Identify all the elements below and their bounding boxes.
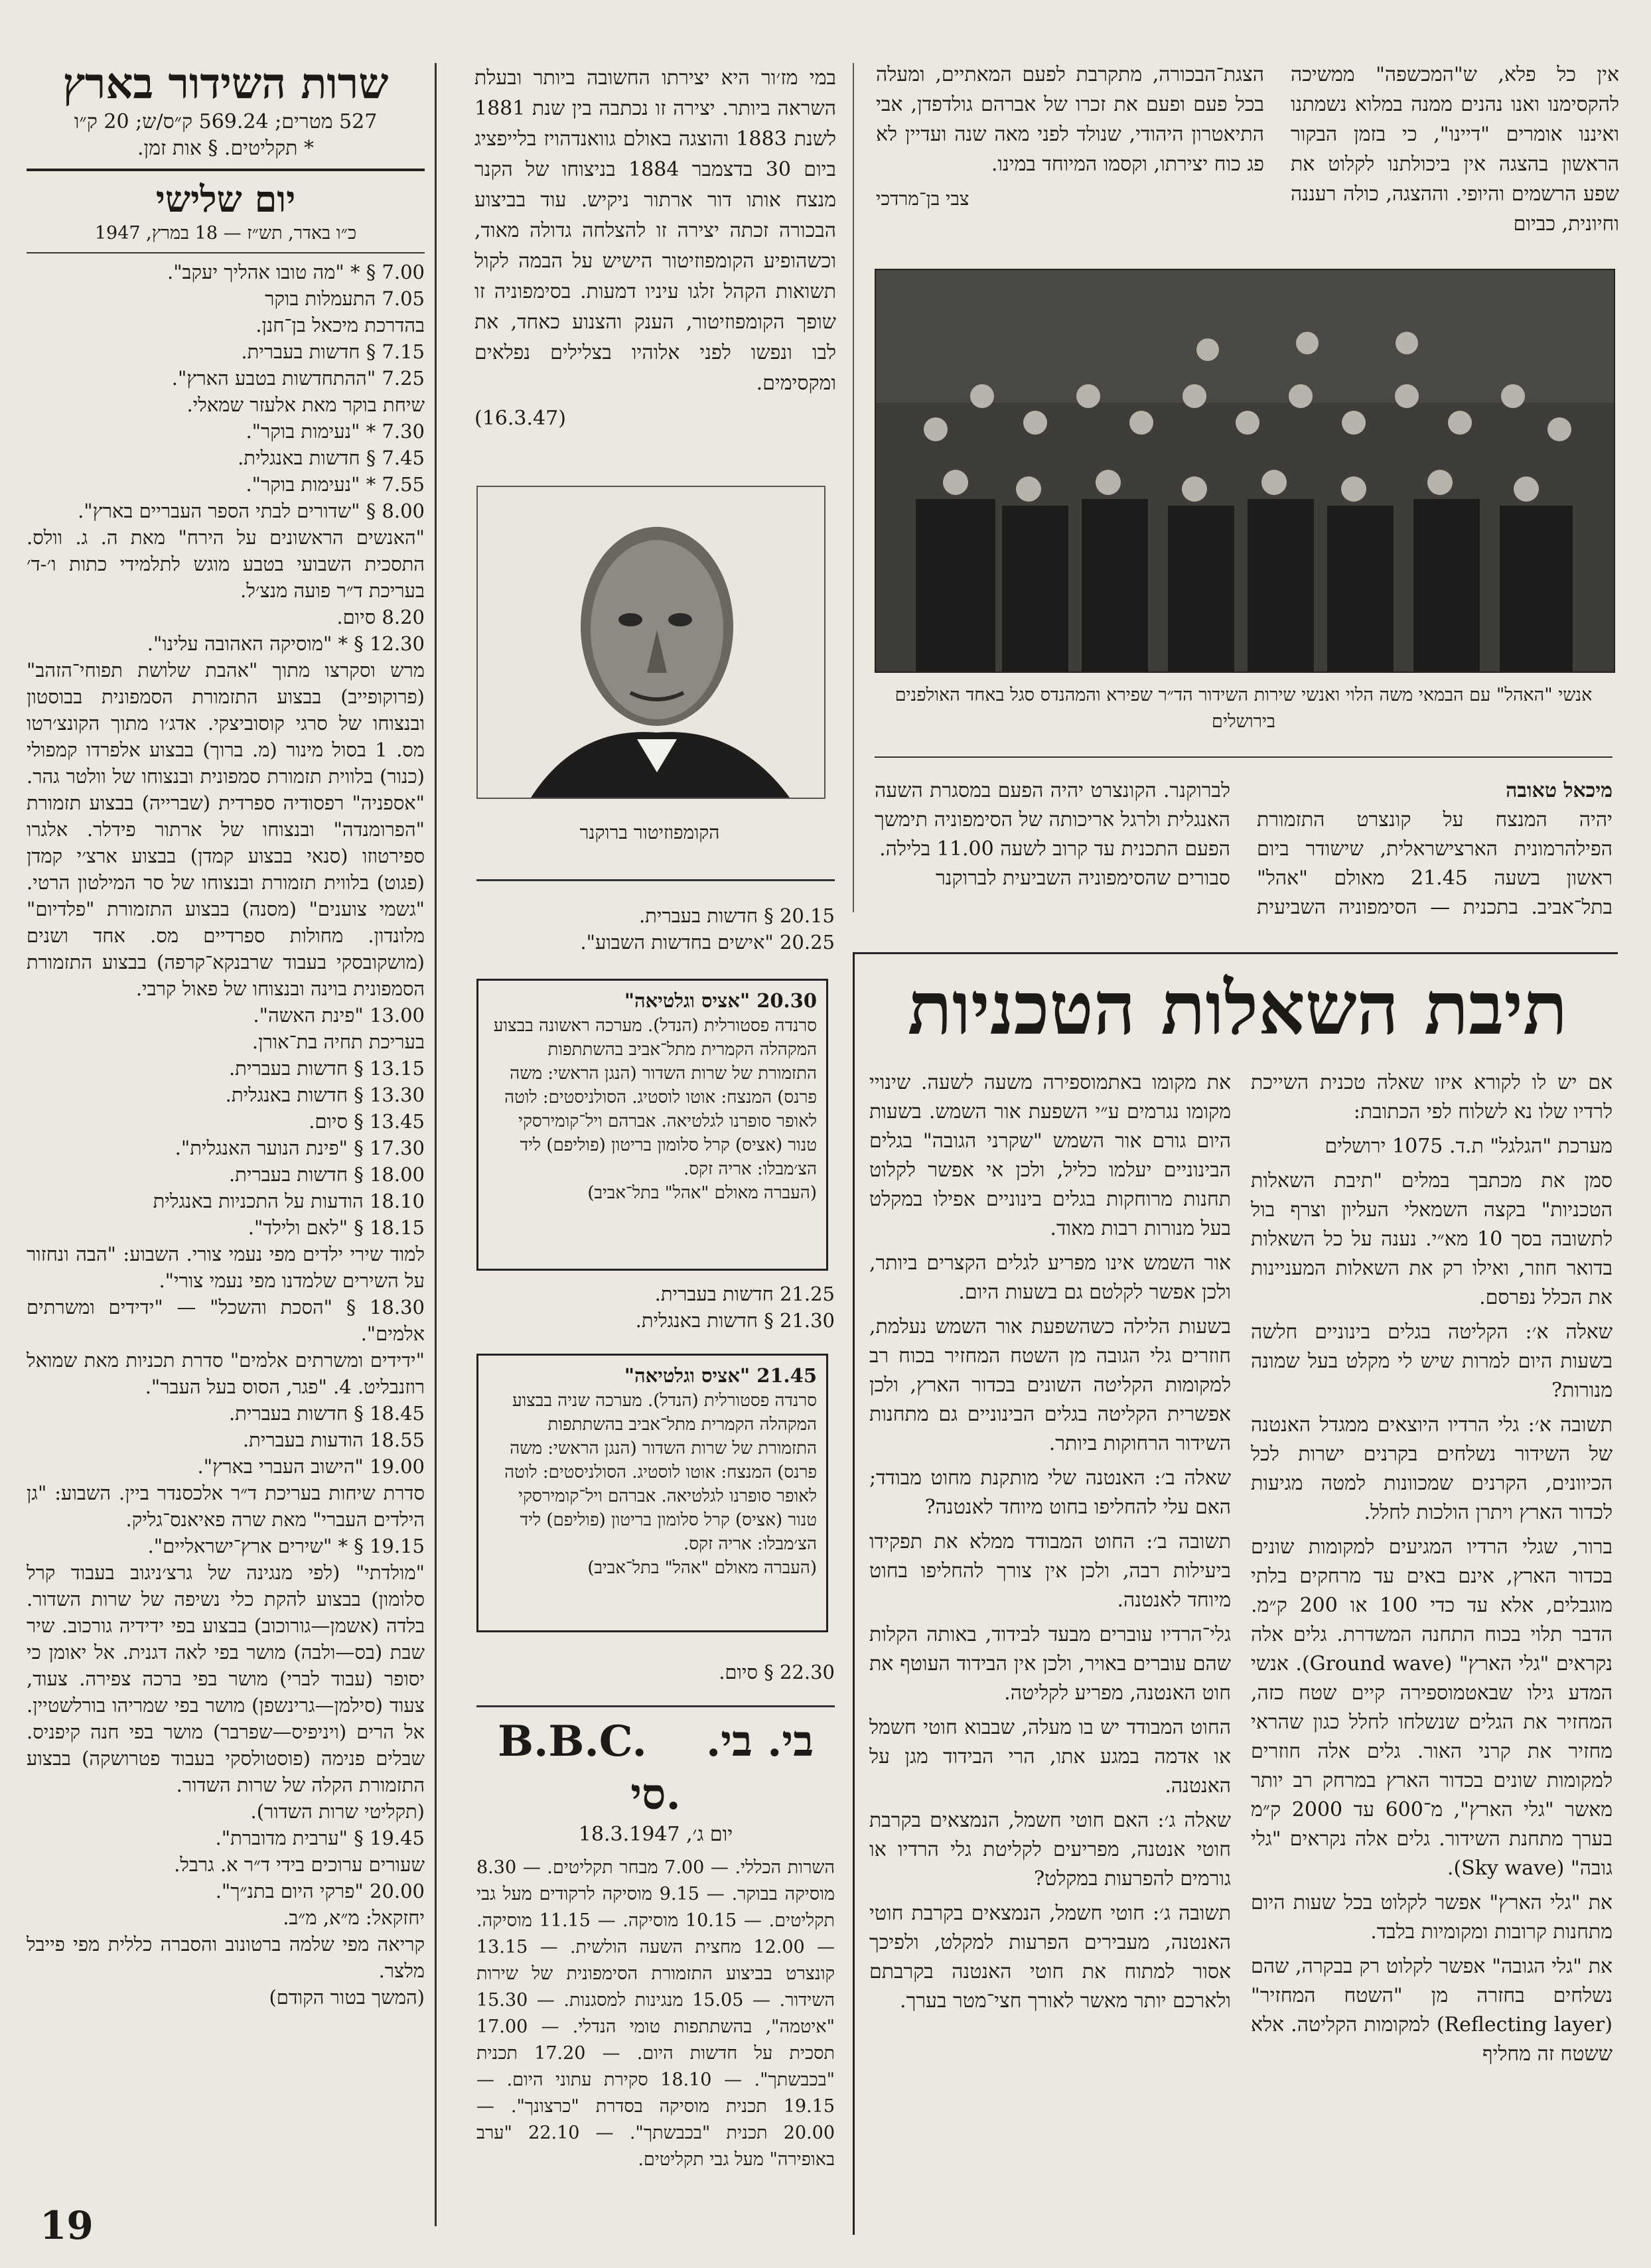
text-line: תשובה א׳: גלי הרדיו היוצאים ממגדל האנטנה של השידור נשלחים בקרנים ישרות לכל הכיוונים, הקרנים שמכוונות למטה מגיעות לכדור הארץ ויתרן הולכות לחלל. (1251, 1413, 1613, 1524)
portrait-illustration (478, 487, 824, 798)
bbc-header (476, 1715, 835, 1821)
text-line: 18.55 הודעות בעברית. (242, 1429, 425, 1451)
schedule-item: 21.30 § חדשות באנגלית. (635, 1309, 835, 1332)
text-line: 20.00 "פרקי היום בתנ״ך". (215, 1880, 425, 1902)
text-line: תשובה ב׳: החוט המבודד ממלא את תפקידו ביעילות רבה, ולכן אין צורך להחליפו בחוט מיוחד לאנטנה. (869, 1530, 1231, 1612)
text-line: 18.15 § "לאם ולילד". (248, 1216, 425, 1239)
column-divider (435, 63, 437, 2226)
text-line: 12.30 § * "מוסיקה האהובה עלינו". (147, 632, 425, 655)
text-line: 13.45 § סיום. (309, 1110, 425, 1133)
schedule-item: 21.25 חדשות בעברית. (654, 1283, 835, 1305)
article-right-text (1291, 60, 1619, 244)
article-signature: צבי בן־מרדכי (876, 188, 969, 210)
text-line: 19.00 "הישוב העברי בארץ". (197, 1455, 425, 1478)
text-line: 7.25 "ההתחדשות בטבע הארץ". (171, 367, 425, 390)
concert-announcement (875, 776, 1613, 936)
text-line: ברור, שגלי הרדיו המגיעים למקומות שונים בכדור הארץ, אינם באים עד מרחקים בלתי מוגבלים, אלא עד כדי 100 או 200 ק״מ. הדבר תלוי בכוח התחנה המשדרת. גלים אלה נקראים "גלי הארץ" (Ground wave). אנשי המדע גילו שבאטמוספירה קיים שטח כזה, המחזיר את הגלים שנשלחו לחלל כגון שהראי מחזיר את קרני האור. גלים אלה חוזרים למקומות שונים בכדור הארץ במרחק רב יותר מאשר "גלי הארץ", מ־600 עד 2000 ק״מ בערך מתחנת השידור. גלים אלה נקראים "גלי גובה" (Sky wave). (1251, 1535, 1613, 1880)
evening-list-2 (476, 1281, 835, 1334)
evening-list-3 (476, 1659, 835, 1685)
text-line: שעורים ערוכים בידי ד״ר א. גרבל. (174, 1853, 425, 1876)
text-line: יחזקאל: מ״א, מ״ב. (283, 1906, 425, 1929)
text-line: 7.55 * "נעימות בוקר". (246, 473, 425, 496)
concert-text: סבורים שהסימפוניה השביעית לברוקנר (935, 867, 1230, 890)
box-text: סרנדה פסטורלית (הנדל). מערכה ראשונה בבצוע המקהלה הקמרית מתל־אביב בהשתתפות התזמורת של שרות השדור (הנגן הראשי: משה פרנס) המנצח: אוטו לוסטיג. הסולניסטים: לוטה לאופר סופרנו לגלטיאה. אברהם ויל־קומירסקי טנור (אציס) קרל סלומון בריטון (פוליפם) ליד הצ׳מבלו: אריה זקס. (493, 1016, 817, 1179)
divider (476, 879, 835, 881)
text-line: גלי־הרדיו עוברים מבעד לבידוד, באותה הקלות שהם עוברים באויר, ולכן אין הבידוד העוטף את חוט האנטנה, מפריע לקליטה. (869, 1623, 1231, 1705)
bbc-text: השרות הכללי. — 7.00 מבחר תקליטים. — 8.30 מוסיקה בבוקר. — 9.15 מוסיקה לרקודים מעל גבי תקליטים. — 10.15 מוסיקה. — 11.15 מוסיקה. — 12.00 מחצית השעה הולשית. — 13.15 קונצרט בביצוע התזמורת הסימפונית של שירות השידור. — 15.05 מנגינות למסגנות. — 15.30 "איטמה", בהשתתפות טומי הנדלי. — 17.00 תסכית על חדשות היום. — 17.20 תכנית "בכבשתך". — 18.10 סקירת עתוני היום. — 19.15 תכנית מוסיקה בסדרת "כרצונך". — 20.00 תכנית "בכבשתך". — 22.10 "ערב באופירה" מעל גבי תקליטים. (476, 1857, 835, 2170)
text-line: בשעות הלילה כשהשפעת אור השמש נעלמת, חוזרים גלי הגובה מן השטח המחזיר בכוח רב למקומות הקליטה השונים בכדור הארץ, ולכן אפשרית הקליטה בגלים הבינוניים גם מתחנות השידור הרחוקות ביותר. (869, 1315, 1231, 1455)
text-line: קריאה מפי שלמה ברטונוב והסברה כללית מפי פייבל מלצר. (27, 1933, 425, 1982)
bbc-hebrew: בי. בי. סי. (630, 1717, 814, 1819)
schedule-legend: * תקליטים. § אות זמן. (137, 137, 314, 160)
text-line: 8.20 סיום. (336, 606, 425, 628)
page-number: 19 (40, 2203, 94, 2248)
text-line: (תקליטי שרות השדור). (250, 1800, 425, 1823)
text-line: "ידידים ומשרתים אלמים" סדרת תכניות מאת שמואל רוזנבליט. 4. "פגר, הסוס בעל העבר". (27, 1349, 425, 1398)
evening-list-1 (476, 902, 835, 956)
concert-text: יהיה המנצח על קונצרט התזמורת הפילהרמונית הארצישראלית, שישודר ביום ראשון בשעה 21.45 מאולם "אהל" בתל־אביב. בתכנית — הסימפוניה השביעית לברוקנר. הקונצרט יהיה הפעם במסגרת השעה האנגלית ולרגל אריכותה של הסימפוניה תימשך הפעם התכנית עד קרוב לשעה 11.00 בלילה. (875, 779, 1613, 919)
text-line: 13.00 "פינת האשה". (253, 1004, 425, 1027)
text-line: 19.45 § "ערבית מדוברת". (215, 1827, 425, 1849)
bruckner-text: במי מז׳ור היא יצירתו החשובה ביותר ובעלת השראה ביותר. יצירה זו נכתבה בין שנת 1881 לשנת 1883 והוצגה באולם גוואנדהויז בלייפציג ביום 30 בדצמבר 1884 בניצוחו של הקנר מנצח אותו דור ארתור ניקיש. עוד בביצוע הבכורה זכתה יצירה זו להצלחה גדולה מאוד, וכשהופיע הקומפוזיטור הישיש על הבמה לקול תשואות הקהל זלגו עיניו דמעות. בסימפוניה זו שופך הקומפוזיטור, הענק והצנוע כאחד, את לבו ונפשו לפני אלוהיו בצלילים נפלאים ומקסימים. (474, 66, 836, 395)
text-line: "האנשים הראשונים על הירח" מאת ה. ג. וולס. התסכית השבועי בטבע מוגש לתלמידי כתות ו׳-ד׳ בעריכת ד״ר פועה מנצ׳ל. (27, 526, 425, 602)
box-text: סרנדה פסטורלית (הנדל). מערכה שניה בבצוע המקהלה הקמרית מתל־אביב בהשתתפות התזמורת של שרות השדור (הנגן הראשי: משה פרנס) המנצח: אוטו לוסטיג. הסולניסטים: לוטה לאופר סופרנו לגלטיאה. אברהם ויל־קומירסקי טנור (אציס) קרל סלומון בריטון (פוליפם) ליד הצ׳מבלו: אריה זקס. (504, 1391, 817, 1554)
text-line: 7.30 * "נעימות בוקר". (246, 420, 425, 443)
text-line: מרש וסקרצו מתוך "אהבת שלושת תפוחי־הזהב" (פרוקופייב) בבצוע התזמורת הסמפונית בבוסטון ובנצוחו של סרגי קוסוביצקי. אדג׳ו מתוך הקונצ׳רטו מס. 1 בסול מינור (מ. ברוך) בבצוע אלפרדו קמפולי (כנור) בלווית תזמורת סמפונית ובנצוחו של וולטר גהר. "אספניה" רפסודיה ספרדית (שברייה) בבצוע תזמורת "הפרומנדה" ובנצוחו של ארתור פידלר. אלגרו ספירטוזו (סנאי בבצוע קמדן) בבצוע ארצ׳י קמדן (פגוט) בלווית תזמורת ובנצוחו של סר המילטון הרטי. "גשמי צוענים" (מסנה) בבצוע התזמורת "פלדיום" מלונדון. מחולות ספרדיים מס. אחד ושנים (מושקובסקי בעבוד שרבנקא־קרפה) בבצוע התזמורת הסמפונית בוינה ובנצוחו של פאול קרבי. (27, 659, 425, 1000)
day-date: כ״ו באדר, תש״ז — 18 במרץ, 1947 (94, 223, 357, 244)
portrait-caption: הקומפוזיטור ברוקנר (579, 821, 720, 843)
box-note: (העברה מאולם "אהל" בתל־אביב) (587, 1558, 817, 1578)
article-paragraph: הצגת־הבכורה, מתקרבת לפעם המאתיים, ומעלה בכל פעם ופעם את זכרו של אברהם גולדפדן, אבי התיאטרון היהודי, שנולד לפני מאה שנה ועדיין לא פג כוח יצירתו, וקסמו המיוחד במינו. (876, 63, 1264, 176)
text-line: (המשך בטור הקודם) (269, 1986, 425, 2009)
divider (875, 756, 1613, 758)
text-line: שאלה ג׳: האם חוטי חשמל, הנמצאים בקרבת חוטי אנטנה, מפריעים לקליטת גלי הרדיו או גורמים להפרעות במקלט? (869, 1809, 1231, 1890)
text-line: אם יש לו לקורא איזו שאלה טכנית השייכת לרדיו שלו נא לשלוח לפי הכתובת: (1251, 1071, 1613, 1123)
text-line: 7.05 התעמלות בוקר (265, 287, 425, 310)
text-line: 18.10 הודעות על התכניות באנגלית (153, 1190, 425, 1212)
qa-left-column (869, 1068, 1231, 2230)
schedule-title: שרות השידור בארץ (62, 60, 389, 109)
text-line: שיחת בוקר מאת אלעזר שמאלי. (186, 393, 425, 416)
text-line: סדרת שיחות בעריכת ד״ר אלכסנדר ביין. השבוע: "גן הילדים העברי" מאת שרה פאיאנס־גליק. (27, 1482, 425, 1531)
concert-heading: מיכאל טאובה (1506, 779, 1613, 802)
text-line: סמן את מכתבך במלים "תיבת השאלות הטכניות" בקצה השמאלי העליון וצרף בול לתשובה בסך 10 מא״י. נענה על כל השאלות בדואר חוזר, ואילו רק את השאלות המעניינות את הכלל נפרסם. (1251, 1169, 1613, 1309)
schedule-list (27, 259, 425, 2011)
box-title: 21.45 "אציס וגלטיאה" (624, 1364, 817, 1387)
text-line: 13.15 § חדשות בעברית. (228, 1057, 425, 1080)
divider (476, 1705, 835, 1707)
text-line: 18.45 § חדשות בעברית. (228, 1402, 425, 1425)
text-line: מערכת "הגלגל" ת.ד. 1075 ירושלים (1325, 1135, 1613, 1158)
schedule-item: 20.15 § חדשות בעברית. (638, 904, 835, 927)
text-line: 18.30 § "הסכת והשכל" — "ידידים ומשרתים אלמים". (27, 1296, 425, 1345)
qa-right-column (1251, 1068, 1613, 2230)
qa-title: תיבת השאלות הטכניות (907, 965, 1568, 1051)
text-line: שאלה ב׳: האנטנה שלי מותקנת מחוט מבודד; האם עלי להחליפו בחוט מיוחד לאנטנה? (869, 1466, 1231, 1519)
text-line: תשובה ג׳: חוטי חשמל, הנמצאים בקרבת חוטי האנטנה, מעבירים הפרעות למקלט, ולפיכך אסור למתוח את חוטי האנטנה בקרבתם ולארכם יותר מאשר לאורך חצי־מטר בערך. (869, 1902, 1231, 2013)
group-photo-caption: אנשי "האהל" עם הבמאי משה הלוי ואנשי שירות השידור הד״ר שפירא והמהנדס סגל באחד האולפנים בירושלים (895, 685, 1593, 732)
schedule-subtitle: 527 מטרים; 569.24 ק״ס/ש; 20 ק״ו (74, 110, 378, 133)
text-line: 13.30 § חדשות באנגלית. (225, 1084, 425, 1106)
box-title: 20.30 "אציס וגלטיאה" (624, 989, 817, 1012)
concert-box-1 (476, 979, 828, 1271)
box-note: (העברה מאולם "אהל" בתל־אביב) (587, 1183, 817, 1203)
schedule-item: 20.25 "אישים בחדשות השבוע". (580, 931, 835, 954)
text-line: "מולדתי" (לפי מנגינה של גרצ׳ניגוב בעבוד קרל סלומון) בבצוע להקת כלי נשיפה של שרות השדור. בלדה (אשמן—גורוכוב) בבצוע בפי ידידיה גורכוב. שיר שבת (בס—ולבה) מושר בפי לאה דגנית. אל יאומן כי יסופר (עבוד לברי) מושר בפי ברכה צפירה. צעוד, צעוד (סילמן—גרינשפן) מושר בפי שמריהו בורלשטיין. אל הרים (ויניפיס—שפרבר) מושר בפי חנה קיפניס. שבלים פנימה (פוסטולסקי בעבוד פטרושקה) בבצוע התזמורת הקלה של שרות השדור. (27, 1561, 425, 1796)
text-line: 7.00 § * "מה טובו אהליך יעקב". (167, 261, 425, 283)
bbc-section (476, 1715, 835, 2178)
article-paragraph: אין כל פלא, ש"המכשפה" ממשיכה להקסימנו ואנו נהנים ממנה במלוא נשמתנו ואיננו אומרים "דיינו", כי בזמן הבקור הראשון בהצגה אין ביכולתנו לקלוט את שפע הרשמים והיופי. וההצגה, כולה רעננה וחיונית, כביום (1291, 63, 1619, 236)
bbc-latin: B.B.C. (497, 1717, 647, 1766)
text-line: את "גלי הארץ" אפשר לקלוט בכל שעות היום מתחנות קרובות ומקומיות בלבד. (1251, 1891, 1613, 1944)
text-line: את מקומו באתמוספירה משעה לשעה. שינויי מקומו נגרמים ע״י השפעת אור השמש. בשעות היום גורם אור השמש "שקרני הגובה" בגלים הבינוניים יעלמו כליל, ולכן אי אפשר לקלוט תחנות מרוחקות בגלים בינוניים אפילו במקלט בעל מנורות רבות מאוד. (869, 1071, 1231, 1240)
text-line: 7.15 § חדשות בעברית. (241, 340, 425, 363)
day-title: יום שלישי (155, 178, 296, 220)
text-line: למוד שירי ילדים מפי נעמי צורי. השבוע: "הבה ונחזור על השירים שלמדנו מפי נעמי צורי". (27, 1243, 425, 1292)
text-line: בהדרכת מיכאל בן־חנן. (255, 314, 425, 336)
schedule-column (27, 60, 425, 2230)
text-line: בעריכת תחיה בת־אורן. (251, 1030, 425, 1053)
article-left-text (876, 60, 1264, 219)
text-line: 19.15 § * "שירים ארץ־ישראליים". (147, 1535, 425, 1557)
text-line: שאלה א׳: הקליטה בגלים בינוניים חלשה בשעות היום למרות שיש לי מקלט בעל שמונה מנורות? (1251, 1320, 1613, 1402)
column-divider (853, 63, 854, 912)
bbc-date: יום ג׳, 18.3.1947 (578, 1823, 733, 1846)
bruckner-date: (16.3.47) (474, 407, 566, 430)
text-line: 7.45 § חדשות באנגלית. (238, 447, 425, 469)
text-line: 8.00 § "שדורים לבתי הספר העבריים בארץ". (78, 500, 425, 522)
group-photo-illustration (876, 270, 1614, 672)
group-photo (875, 269, 1615, 673)
text-line: החוט המבודד יש בו מעלה, שבבוא חוטי חשמל או אדמה במגע אתו, הרי הבידוד מגן על האנטנה. (869, 1716, 1231, 1798)
bruckner-portrait (476, 486, 825, 799)
text-line: את "גלי הגובה" אפשר לקלוט רק בבקרה, שהם נשלחים בחזרה מן "השטח המחזיר" (Reflecting layer) למקומות הקליטה. אלא ששטח זה מחליף (1251, 1955, 1613, 2066)
schedule-item: 22.30 § סיום. (719, 1661, 835, 1683)
text-line: 17.30 § "פינת הנוער האנגלית". (175, 1137, 425, 1159)
concert-box-2 (476, 1354, 828, 1632)
text-line: אור השמש אינו מפריע לגלים הקצרים ביותר, ולכן אפשר לקלטם גם בשעות היום. (869, 1251, 1231, 1304)
text-line: 18.00 § חדשות בעברית. (228, 1163, 425, 1186)
